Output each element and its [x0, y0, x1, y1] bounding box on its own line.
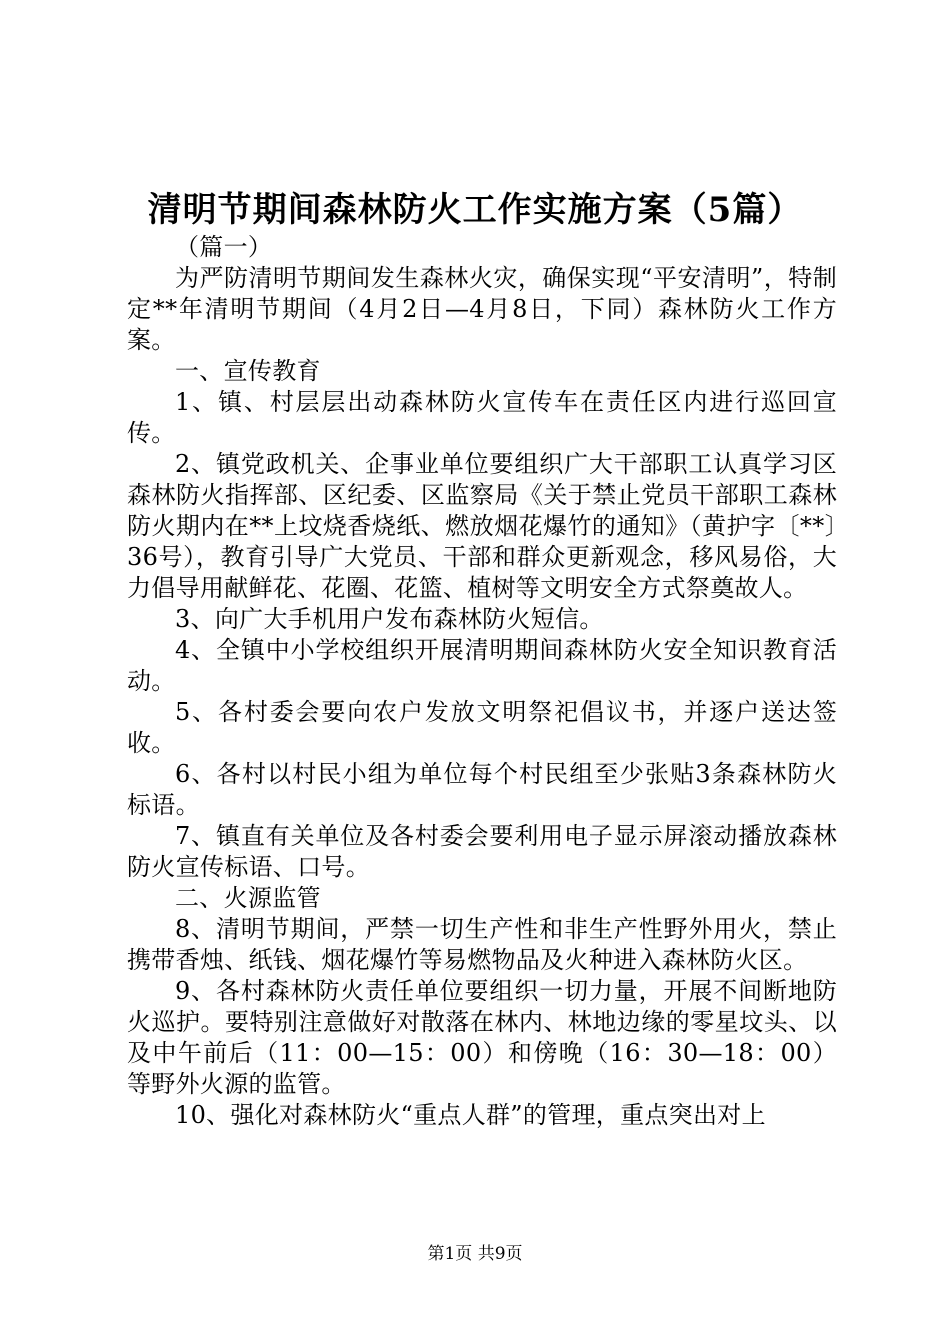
paragraph: 3、向广大手机用户发布森林防火短信。	[175, 605, 604, 633]
paragraph: 9、各村森林防火责任单位要组织一切力量，开展不间断地防火巡护。要特别注意做好对散落在林内、林地边缘的零星坟头、以及中午前后（11：00—15：00）和傍晚（16：30—18：00）等野外火源的监管。	[127, 977, 837, 1098]
document-title: 清明节期间森林防火工作实施方案（5篇）	[147, 190, 803, 230]
paragraph: 1、镇、村层层出动森林防火宣传车在责任区内进行巡回宣传。	[127, 388, 837, 447]
paragraph: 8、清明节期间，严禁一切生产性和非生产性野外用火，禁止携带香烛、纸钱、烟花爆竹等易燃物品及火种进入森林防火区。	[127, 915, 837, 974]
paragraph: 10、强化对森林防火“重点人群”的管理，重点突出对上	[175, 1101, 766, 1129]
paragraph: 6、各村以村民小组为单位每个村民组至少张贴3条森林防火标语。	[127, 760, 837, 819]
section-heading: 二、火源监管	[175, 884, 321, 912]
page-footer: 第1页 共9页	[427, 1244, 523, 1264]
intro-paragraph: 为严防清明节期间发生森林火灾，确保实现“平安清明”，特制定**年清明节期间（4月2日—4月8日，下同）森林防火工作方案。	[127, 264, 837, 354]
paragraph: 5、各村委会要向农户发放文明祭祀倡议书，并逐户送达签收。	[127, 698, 837, 757]
document-body	[127, 232, 837, 1131]
paragraph: 2、镇党政机关、企事业单位要组织广大干部职工认真学习区森林防火指挥部、区纪委、区监察局《关于禁止党员干部职工森林防火期内在**上坟烧香烧纸、燃放烟花爆竹的通知》（黄护字〔**〕36号），教育引导广大党员、干部和群众更新观念，移风易俗，大力倡导用献鲜花、花圈、花篮、植树等文明安全方式祭奠故人。	[127, 450, 837, 602]
paragraph: 7、镇直有关单位及各村委会要利用电子显示屏滚动播放森林防火宣传标语、口号。	[127, 822, 837, 881]
section-label: （篇一）	[175, 233, 273, 261]
paragraph: 4、全镇中小学校组织开展清明期间森林防火安全知识教育活动。	[127, 636, 837, 695]
section-heading: 一、宣传教育	[175, 357, 321, 385]
